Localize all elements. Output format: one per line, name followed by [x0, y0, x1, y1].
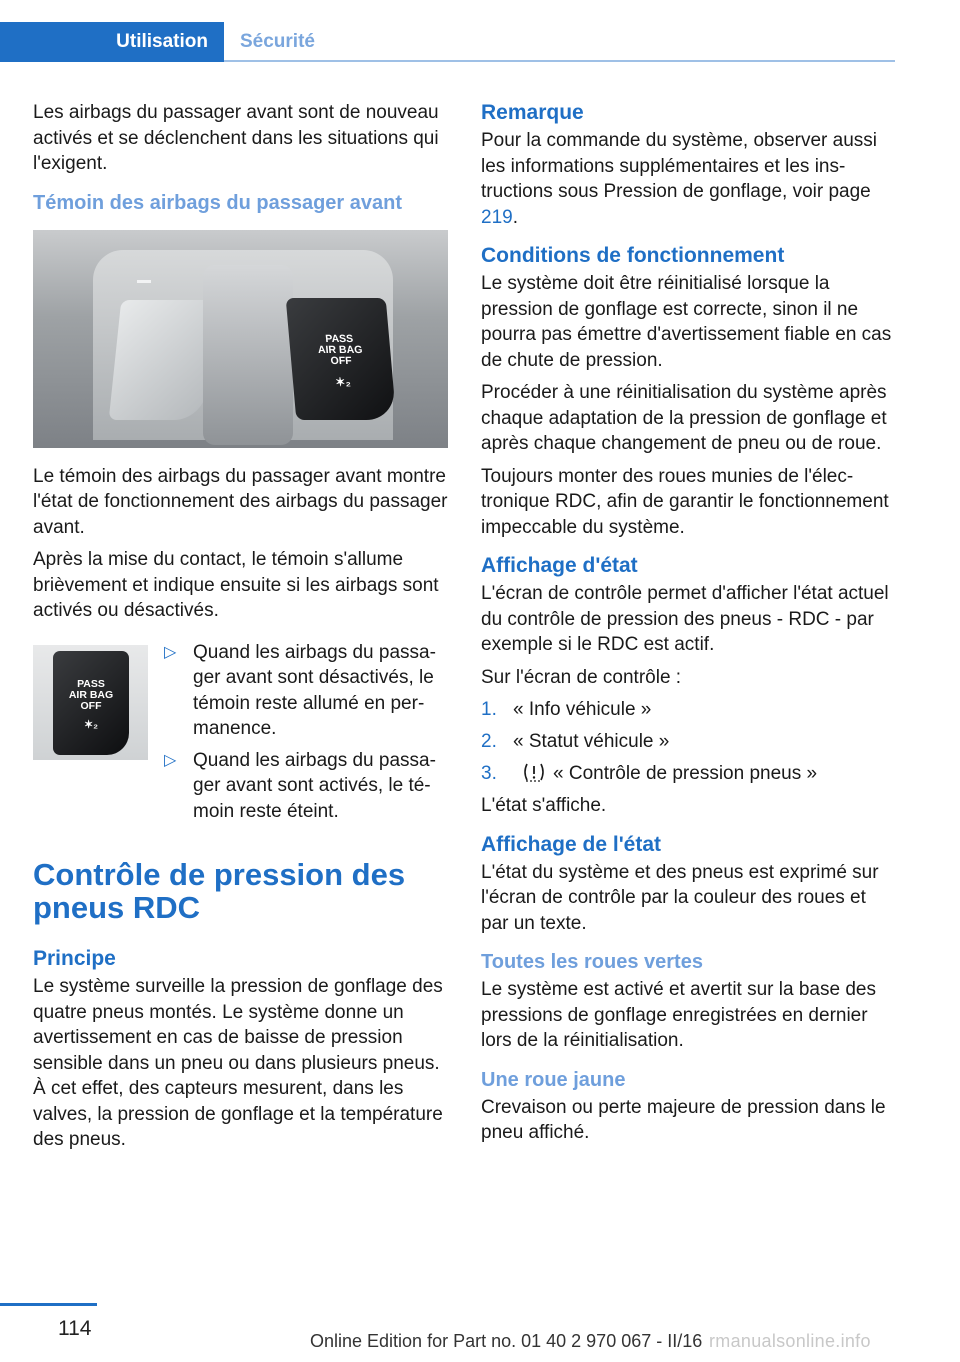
list-item — [481, 761, 896, 787]
heading-affichage: Affichage d'état — [481, 554, 638, 577]
list-item — [481, 729, 896, 755]
photo-label-off: OFF — [330, 354, 353, 367]
tab-underline — [224, 60, 895, 62]
remarque-end: . — [512, 206, 518, 228]
steps-list — [481, 697, 896, 787]
indicator-label-airbag: AIR BAG — [68, 688, 114, 701]
pass-airbag-off-indicator — [286, 298, 397, 420]
photo-left-button — [109, 300, 217, 420]
list-item — [164, 640, 448, 742]
triangle-bullet-icon: ▷ — [164, 643, 177, 661]
bullet-text: Quand les airbags du passager avant sont activés, le témoin reste éteint. — [193, 749, 436, 822]
heading-remarque: Remarque — [481, 101, 584, 124]
paragraph-remarque — [481, 128, 896, 230]
paragraph-intro: Les airbags du passager avant sont de nouveau activés et se déclenchent dans les situations qui l'exigent. — [33, 102, 439, 174]
paragraph-etat: L'état du système et des pneus est exprimé sur l'écran de contrôle par la couleur des roues et par un texte. — [481, 861, 879, 934]
paragraph-temoin-1: Le témoin des airbags du passager avant montre l'état de fonctionnement des airbags du passager avant. — [33, 465, 448, 538]
tire-pressure-warning-icon — [521, 762, 547, 782]
list-item — [164, 748, 448, 825]
heading-conditions: Conditions de fonctionnement — [481, 244, 785, 267]
indicator-section — [33, 640, 448, 831]
heading-principe: Principe — [33, 947, 116, 970]
heading-roue-jaune: Une roue jaune — [481, 1068, 626, 1091]
watermark: rmanualsonline.info — [709, 1331, 871, 1351]
indicator-label-pass: PASS — [77, 677, 105, 690]
step-number: 3. — [481, 763, 497, 784]
step-text: « Info véhicule » — [513, 699, 652, 720]
step-number: 1. — [481, 699, 497, 720]
footer-rule — [0, 1303, 97, 1306]
indicator-button — [53, 651, 129, 755]
header-tabs — [0, 22, 895, 62]
paragraph-temoin-2: Après la mise du contact, le témoin s'allume brièvement et indique ensuite si les airbags sont activés ou désactivés. — [33, 549, 439, 621]
passenger-airbag-icon: ✶₂ — [334, 374, 352, 389]
tab-securite[interactable]: Sécurité — [240, 31, 315, 52]
paragraph-affichage-2: Sur l'écran de contrôle : — [481, 666, 682, 688]
right-column — [481, 100, 896, 1153]
paragraph-conditions-2: Procéder à une réinitialisation du système après chaque adaptation de la pression de gonflage et après chaque changement de pneu ou de roue. — [481, 382, 887, 454]
left-column — [33, 100, 448, 1160]
edition-text: Online Edition for Part no. 01 40 2 970 067 - II/16 — [310, 1331, 703, 1351]
heading-temoin: Témoin des airbags du passager avant — [33, 191, 403, 214]
paragraph-roues-vertes: Le système est activé et avertit sur la base des pressions de gonflage enregistrées en dernier lors de la réinitialisation. — [481, 979, 876, 1051]
list-item — [481, 697, 896, 723]
heading-roues-vertes: Toutes les roues vertes — [481, 951, 703, 973]
step-text: « Contrôle de pression pneus » — [553, 763, 818, 784]
passenger-airbag-icon: ✶₂ — [83, 718, 99, 731]
photo-slot — [137, 280, 151, 283]
tab-utilisation[interactable]: Utilisation — [0, 22, 224, 62]
paragraph-principe: Le système surveille la pression de gonflage des quatre pneus montés. Le système donne un avertissement en cas de baisse de pression sensible dans un pneu ou dans plusieurs pneus. À cet effet, des capteurs mesurent, dans les valves, la pression de gonflage et la température des pneus. — [33, 976, 443, 1150]
heading-affichage-etat: Affichage de l'état — [481, 832, 662, 856]
photo-label-airbag: AIR BAG — [317, 343, 363, 356]
photo-center-module — [203, 265, 293, 445]
bullet-text: Quand les airbags du passager avant sont désactivés, le témoin reste allumé en permanence. — [193, 641, 436, 739]
paragraph-conditions-1: Le système doit être réinitialisé lorsque la pression de gonflage est correcte, sinon il ne pourra pas émettre d'avertissement fiable en cas de chute de pression. — [481, 273, 892, 371]
heading-rdc: Contrôle de pression des pneus RDC — [33, 857, 406, 925]
paragraph-affichage-3: L'état s'affiche. — [481, 795, 607, 816]
remarque-text: Pour la commande du système, observer aussi les informations supplémentaires et les instructions sous Pression de gonflage, voir page — [481, 130, 878, 202]
airbag-switch-photo — [33, 230, 448, 448]
paragraph-roue-jaune: Crevaison ou perte majeure de pression dans le pneu affiché. — [481, 1096, 886, 1143]
step-text: « Statut véhicule » — [513, 731, 670, 752]
photo-label-pass: PASS — [324, 332, 354, 345]
indicator-photo — [33, 645, 148, 760]
indicator-label-off: OFF — [80, 699, 102, 712]
paragraph-affichage-1: L'écran de contrôle permet d'afficher l'état actuel du contrôle de pression des pneus - RDC - par exemple si le RDC est actif. — [481, 583, 889, 655]
paragraph-conditions-3: Toujours monter des roues munies de l'électronique RDC, afin de garantir le fonctionnement impeccable du système. — [481, 465, 889, 538]
page-reference-link[interactable]: 219 — [481, 206, 513, 228]
step-number: 2. — [481, 731, 497, 752]
page-number: 114 — [58, 1317, 92, 1340]
indicator-bullet-list — [164, 640, 448, 831]
triangle-bullet-icon: ▷ — [164, 751, 177, 769]
